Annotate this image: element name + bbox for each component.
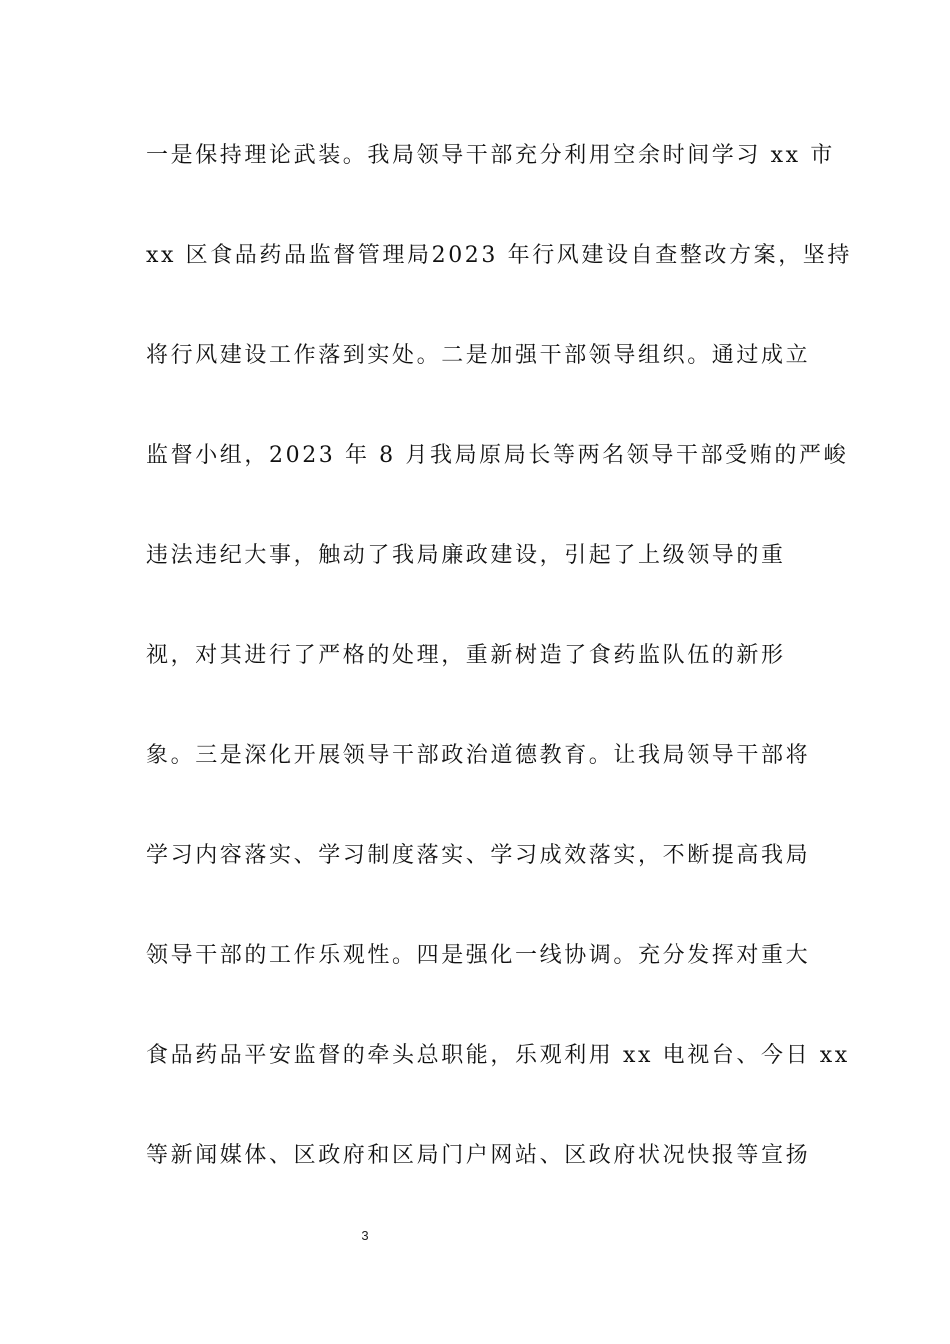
text-line: 违法违纪大事，触动了我局廉政建设，引起了上级领导的重	[146, 543, 786, 568]
body-text	[146, 132, 852, 1232]
text-line: 象。三是深化开展领导干部政治道德教育。让我局领导干部将	[146, 743, 811, 768]
text-line: 等新闻媒体、区政府和区局门户网站、区政府状况快报等宣扬	[146, 1143, 811, 1168]
text-line: 领导干部的工作乐观性。四是强化一线协调。充分发挥对重大	[146, 943, 811, 968]
text-line: 食品药品平安监督的牵头总职能，乐观利用 xx 电视台、今日 xx	[146, 1043, 850, 1068]
text-line: 将行风建设工作落到实处。二是加强干部领导组织。通过成立	[146, 343, 811, 368]
text-line: 视，对其进行了严格的处理，重新树造了食药监队伍的新形	[146, 643, 786, 668]
text-line: xx 区食品药品监督管理局2023 年行风建设自查整改方案，坚持	[146, 243, 852, 268]
text-line: 监督小组，2023 年 8 月我局原局长等两名领导干部受贿的严峻	[146, 443, 849, 468]
text-line: 学习内容落实、学习制度落实、学习成效落实，不断提高我局	[146, 843, 811, 868]
page-number: 3	[361, 1228, 369, 1243]
text-line: 一是保持理论武装。我局领导干部充分利用空余时间学习 xx 市	[146, 143, 835, 168]
